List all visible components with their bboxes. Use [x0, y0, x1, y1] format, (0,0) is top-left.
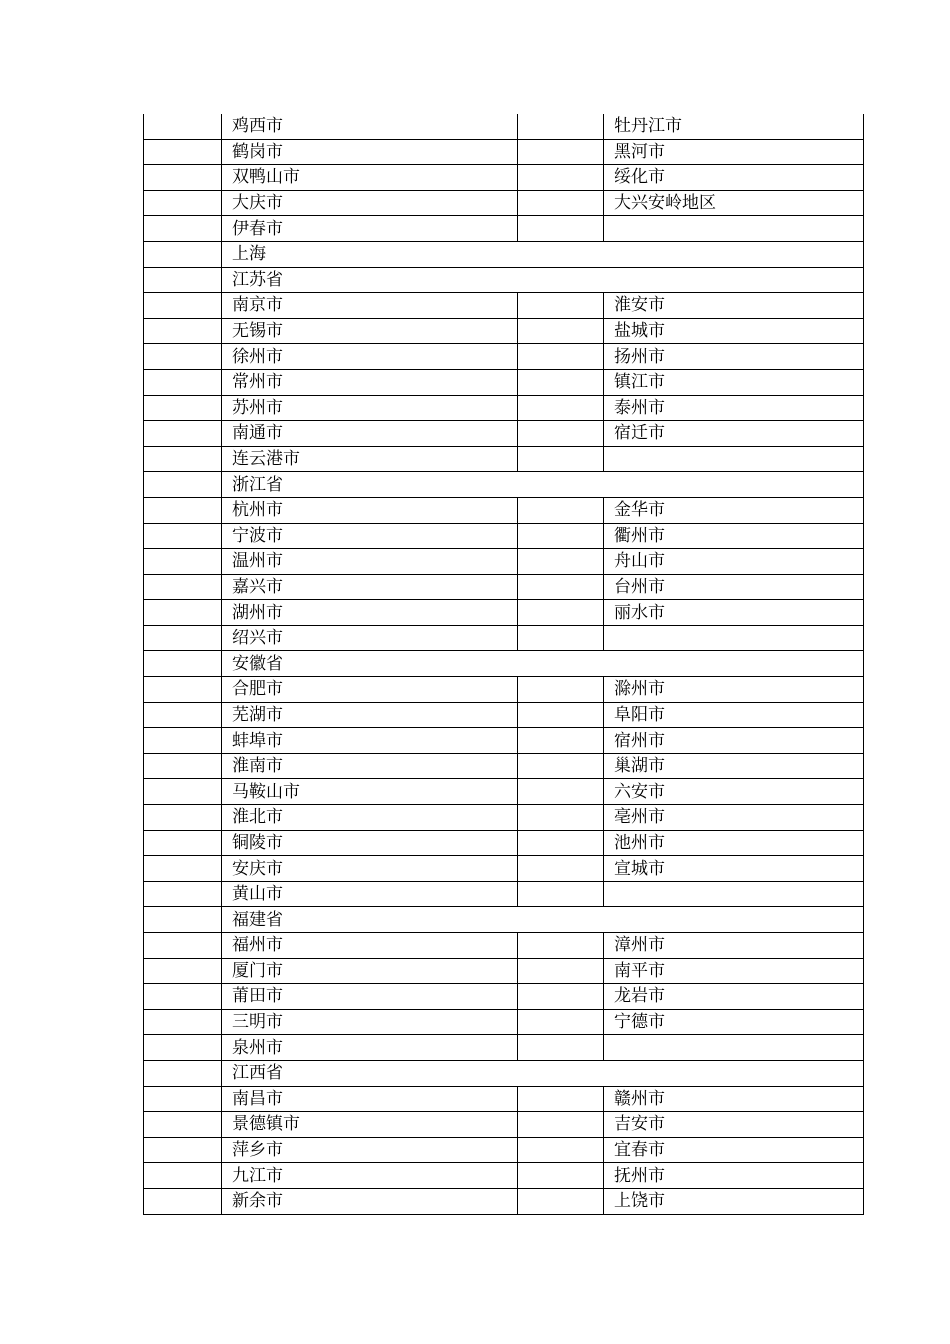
city-name-right: 六安市 — [604, 779, 864, 805]
spacer-cell — [518, 216, 604, 242]
index-cell — [144, 574, 222, 600]
city-name-left: 黄山市 — [222, 881, 518, 907]
spacer-cell — [518, 369, 604, 395]
city-name-left: 大庆市 — [222, 190, 518, 216]
city-name-right: 上饶市 — [604, 1188, 864, 1214]
city-name-left: 南昌市 — [222, 1086, 518, 1112]
city-row — [144, 958, 864, 984]
city-name-left: 鸡西市 — [222, 114, 518, 139]
city-name-left: 淮北市 — [222, 805, 518, 831]
city-name-right: 丽水市 — [604, 600, 864, 626]
city-name-right: 滁州市 — [604, 677, 864, 703]
spacer-cell — [518, 881, 604, 907]
spacer-cell — [518, 856, 604, 882]
spacer-cell — [518, 984, 604, 1010]
index-cell — [144, 753, 222, 779]
city-name-right: 黑河市 — [604, 139, 864, 165]
spacer-cell — [518, 549, 604, 575]
city-row — [144, 1035, 864, 1061]
province-row — [144, 907, 864, 933]
city-name-left: 连云港市 — [222, 446, 518, 472]
city-name-right: 漳州市 — [604, 933, 864, 959]
city-name-left: 徐州市 — [222, 344, 518, 370]
city-name-left: 淮南市 — [222, 753, 518, 779]
city-name-right — [604, 1035, 864, 1061]
city-row — [144, 881, 864, 907]
index-cell — [144, 625, 222, 651]
city-name-left: 绍兴市 — [222, 625, 518, 651]
spacer-cell — [518, 1112, 604, 1138]
province-row — [144, 1060, 864, 1086]
spacer-cell — [518, 958, 604, 984]
spacer-cell — [518, 1188, 604, 1214]
spacer-cell — [518, 728, 604, 754]
city-name-right: 台州市 — [604, 574, 864, 600]
city-row — [144, 293, 864, 319]
city-name-right — [604, 625, 864, 651]
city-row — [144, 1137, 864, 1163]
city-table-body — [144, 114, 864, 1214]
city-row — [144, 753, 864, 779]
city-row — [144, 702, 864, 728]
city-row — [144, 421, 864, 447]
city-name-right: 龙岩市 — [604, 984, 864, 1010]
city-row — [144, 497, 864, 523]
index-cell — [144, 344, 222, 370]
city-row — [144, 856, 864, 882]
spacer-cell — [518, 779, 604, 805]
index-cell — [144, 165, 222, 191]
city-name-left: 萍乡市 — [222, 1137, 518, 1163]
city-name-left: 景德镇市 — [222, 1112, 518, 1138]
index-cell — [144, 881, 222, 907]
city-name-left: 马鞍山市 — [222, 779, 518, 805]
city-row — [144, 1112, 864, 1138]
city-row — [144, 984, 864, 1010]
spacer-cell — [518, 753, 604, 779]
city-row — [144, 779, 864, 805]
spacer-cell — [518, 1086, 604, 1112]
city-name-left: 伊春市 — [222, 216, 518, 242]
spacer-cell — [518, 574, 604, 600]
spacer-cell — [518, 523, 604, 549]
city-name-right: 阜阳市 — [604, 702, 864, 728]
index-cell — [144, 1137, 222, 1163]
index-cell — [144, 1035, 222, 1061]
spacer-cell — [518, 421, 604, 447]
city-name-right: 宿州市 — [604, 728, 864, 754]
city-row — [144, 625, 864, 651]
index-cell — [144, 1086, 222, 1112]
city-name-left: 温州市 — [222, 549, 518, 575]
city-name-left: 常州市 — [222, 369, 518, 395]
city-row — [144, 1163, 864, 1189]
index-cell — [144, 728, 222, 754]
city-name-right: 宁德市 — [604, 1009, 864, 1035]
city-name-left: 杭州市 — [222, 497, 518, 523]
index-cell — [144, 190, 222, 216]
city-name-right: 亳州市 — [604, 805, 864, 831]
city-name-right: 衢州市 — [604, 523, 864, 549]
city-name-right — [604, 881, 864, 907]
index-cell — [144, 933, 222, 959]
province-name: 安徽省 — [222, 651, 864, 677]
city-name-right: 大兴安岭地区 — [604, 190, 864, 216]
city-name-left: 蚌埠市 — [222, 728, 518, 754]
index-cell — [144, 958, 222, 984]
province-name: 福建省 — [222, 907, 864, 933]
city-name-right — [604, 446, 864, 472]
city-row — [144, 1188, 864, 1214]
spacer-cell — [518, 1163, 604, 1189]
city-name-right — [604, 216, 864, 242]
spacer-cell — [518, 830, 604, 856]
city-name-left: 鹤岗市 — [222, 139, 518, 165]
spacer-cell — [518, 600, 604, 626]
index-cell — [144, 830, 222, 856]
index-cell — [144, 472, 222, 498]
city-name-left: 无锡市 — [222, 318, 518, 344]
city-row — [144, 344, 864, 370]
city-row — [144, 677, 864, 703]
spacer-cell — [518, 805, 604, 831]
city-name-right: 牡丹江市 — [604, 114, 864, 139]
city-name-left: 铜陵市 — [222, 830, 518, 856]
city-name-right: 宜春市 — [604, 1137, 864, 1163]
spacer-cell — [518, 1137, 604, 1163]
spacer-cell — [518, 293, 604, 319]
city-name-left: 南通市 — [222, 421, 518, 447]
index-cell — [144, 600, 222, 626]
index-cell — [144, 293, 222, 319]
index-cell — [144, 241, 222, 267]
index-cell — [144, 497, 222, 523]
city-table — [143, 114, 864, 1215]
index-cell — [144, 1188, 222, 1214]
index-cell — [144, 907, 222, 933]
index-cell — [144, 984, 222, 1010]
city-name-right: 金华市 — [604, 497, 864, 523]
city-row — [144, 805, 864, 831]
index-cell — [144, 267, 222, 293]
city-name-right: 巢湖市 — [604, 753, 864, 779]
spacer-cell — [518, 497, 604, 523]
index-cell — [144, 369, 222, 395]
city-name-left: 厦门市 — [222, 958, 518, 984]
index-cell — [144, 677, 222, 703]
city-name-right: 赣州市 — [604, 1086, 864, 1112]
spacer-cell — [518, 933, 604, 959]
city-name-right: 宣城市 — [604, 856, 864, 882]
province-name: 浙江省 — [222, 472, 864, 498]
spacer-cell — [518, 702, 604, 728]
city-name-right: 舟山市 — [604, 549, 864, 575]
city-name-right: 宿迁市 — [604, 421, 864, 447]
spacer-cell — [518, 446, 604, 472]
index-cell — [144, 523, 222, 549]
city-name-right: 池州市 — [604, 830, 864, 856]
city-row — [144, 395, 864, 421]
city-row — [144, 574, 864, 600]
city-name-left: 宁波市 — [222, 523, 518, 549]
city-name-right: 泰州市 — [604, 395, 864, 421]
index-cell — [144, 856, 222, 882]
index-cell — [144, 139, 222, 165]
city-row — [144, 165, 864, 191]
index-cell — [144, 318, 222, 344]
spacer-cell — [518, 318, 604, 344]
city-name-left: 嘉兴市 — [222, 574, 518, 600]
index-cell — [144, 421, 222, 447]
index-cell — [144, 779, 222, 805]
city-row — [144, 830, 864, 856]
index-cell — [144, 1009, 222, 1035]
index-cell — [144, 395, 222, 421]
city-name-right: 南平市 — [604, 958, 864, 984]
city-row — [144, 549, 864, 575]
province-row — [144, 472, 864, 498]
city-row — [144, 446, 864, 472]
spacer-cell — [518, 625, 604, 651]
city-name-left: 九江市 — [222, 1163, 518, 1189]
spacer-cell — [518, 1035, 604, 1061]
city-name-left: 合肥市 — [222, 677, 518, 703]
city-name-right: 扬州市 — [604, 344, 864, 370]
city-name-left: 南京市 — [222, 293, 518, 319]
city-name-right: 盐城市 — [604, 318, 864, 344]
index-cell — [144, 549, 222, 575]
index-cell — [144, 702, 222, 728]
index-cell — [144, 805, 222, 831]
index-cell — [144, 446, 222, 472]
city-row — [144, 1009, 864, 1035]
city-name-right: 镇江市 — [604, 369, 864, 395]
city-row — [144, 216, 864, 242]
province-name: 江西省 — [222, 1060, 864, 1086]
city-name-left: 芜湖市 — [222, 702, 518, 728]
index-cell — [144, 1163, 222, 1189]
index-cell — [144, 1060, 222, 1086]
spacer-cell — [518, 114, 604, 139]
index-cell — [144, 1112, 222, 1138]
city-name-left: 苏州市 — [222, 395, 518, 421]
index-cell — [144, 114, 222, 139]
province-row — [144, 267, 864, 293]
city-name-left: 新余市 — [222, 1188, 518, 1214]
city-row — [144, 139, 864, 165]
city-row — [144, 369, 864, 395]
city-row — [144, 933, 864, 959]
city-name-right: 吉安市 — [604, 1112, 864, 1138]
spacer-cell — [518, 344, 604, 370]
province-name: 上海 — [222, 241, 864, 267]
city-row — [144, 190, 864, 216]
province-row — [144, 241, 864, 267]
city-name-right: 抚州市 — [604, 1163, 864, 1189]
spacer-cell — [518, 190, 604, 216]
city-name-left: 莆田市 — [222, 984, 518, 1010]
spacer-cell — [518, 165, 604, 191]
city-name-left: 泉州市 — [222, 1035, 518, 1061]
city-name-left: 福州市 — [222, 933, 518, 959]
province-name: 江苏省 — [222, 267, 864, 293]
city-row — [144, 114, 864, 139]
city-name-left: 三明市 — [222, 1009, 518, 1035]
city-row — [144, 600, 864, 626]
province-row — [144, 651, 864, 677]
city-row — [144, 1086, 864, 1112]
spacer-cell — [518, 395, 604, 421]
spacer-cell — [518, 139, 604, 165]
spacer-cell — [518, 677, 604, 703]
city-row — [144, 318, 864, 344]
city-name-right: 绥化市 — [604, 165, 864, 191]
city-name-left: 双鸭山市 — [222, 165, 518, 191]
index-cell — [144, 651, 222, 677]
city-row — [144, 728, 864, 754]
city-name-left: 湖州市 — [222, 600, 518, 626]
spacer-cell — [518, 1009, 604, 1035]
city-row — [144, 523, 864, 549]
city-name-left: 安庆市 — [222, 856, 518, 882]
index-cell — [144, 216, 222, 242]
city-name-right: 淮安市 — [604, 293, 864, 319]
